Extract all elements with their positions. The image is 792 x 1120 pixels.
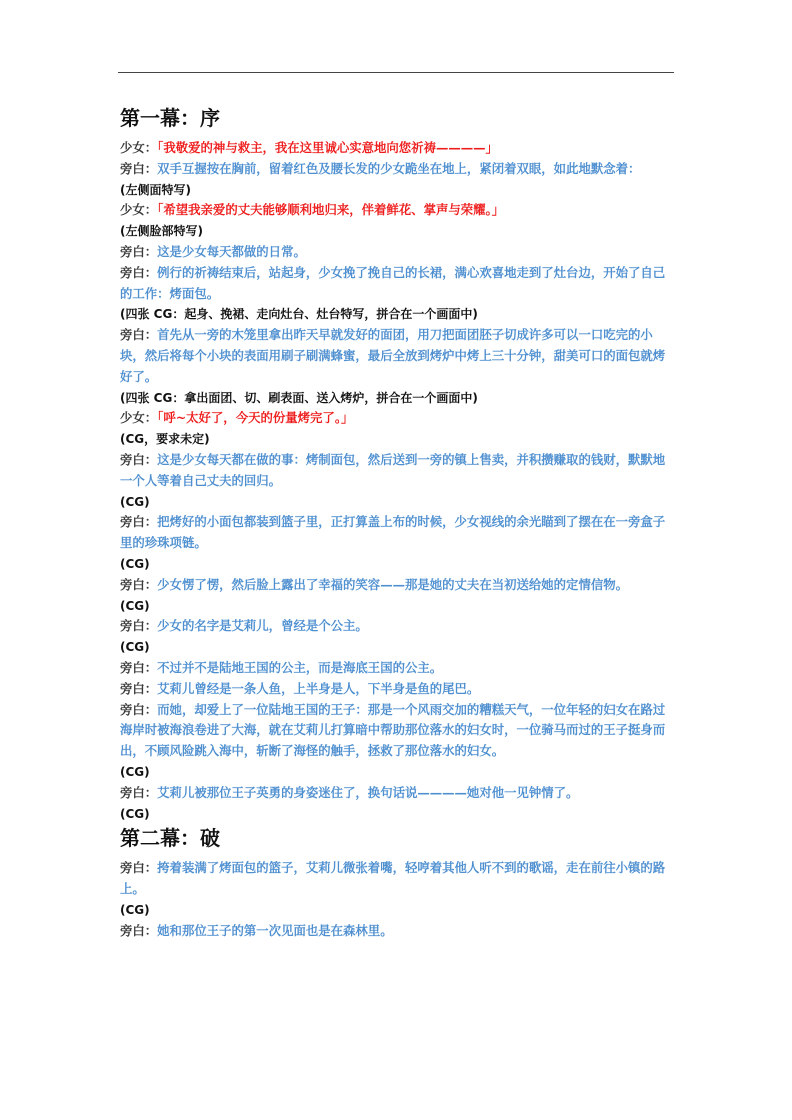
narration-line xyxy=(120,658,673,679)
speaker-label: 旁白： xyxy=(120,264,158,280)
narration-text: 双手互握按在胸前，留着红色及腰长发的少女跪坐在地上，紧闭着双眼，如此地默念着： xyxy=(157,160,641,176)
narration-line xyxy=(120,616,673,637)
dialogue-line xyxy=(120,200,673,221)
narration-text: 少女愣了愣，然后脸上露出了幸福的笑容——那是她的丈夫在当初送给她的定情信物。 xyxy=(157,576,629,592)
speaker-label: 少女： xyxy=(120,410,158,426)
stage-note: (左侧脸部特写) xyxy=(120,224,203,239)
act-title: 第二幕：破 xyxy=(120,826,220,851)
speaker-label: 旁白： xyxy=(120,860,158,876)
act-lines xyxy=(120,138,673,824)
speaker-label: 旁白： xyxy=(120,618,158,634)
narration-line xyxy=(120,263,673,305)
dialogue-line xyxy=(120,408,673,429)
dialogue-line xyxy=(120,138,673,159)
narration-line xyxy=(120,679,673,700)
speaker-label: 旁白： xyxy=(120,327,158,343)
narration-line xyxy=(120,512,673,554)
act-lines xyxy=(120,858,673,941)
stage-note: (四张 CG：起身、挽裙、走向灶台、灶台特写，拼合在一个画面中) xyxy=(120,307,478,322)
narration-text: 挎着装满了烤面包的篮子，艾莉儿微张着嘴，轻哼着其他人听不到的歌谣，走在前往小镇的路上。 xyxy=(120,860,666,897)
narration-line xyxy=(120,858,673,900)
narration-line xyxy=(120,700,673,762)
narration-text: 把烤好的小面包都装到篮子里，正打算盖上布的时候，少女视线的余光瞄到了摆在在一旁盒子里的珍珠项链。 xyxy=(120,514,666,551)
narration-text: 首先从一旁的木笼里拿出昨天早就发好的面团，用刀把面团胚子切成许多可以一口吃完的小块，然后将每个小块的表面用刷子刷满蜂蜜，最后全放到烤炉中烤上三十分钟，甜美可口的面包就烤好了。 xyxy=(120,327,666,384)
header-rule xyxy=(118,72,674,73)
stage-note: (CG) xyxy=(120,556,150,571)
narration-text: 艾莉儿被那位王子英勇的身姿迷住了，换句话说————她对他一见钟情了。 xyxy=(157,784,579,800)
narration-text: 不过并不是陆地王国的公主，而是海底王国的公主。 xyxy=(157,659,443,675)
stage-note: (CG) xyxy=(120,806,150,821)
stage-note: (CG) xyxy=(120,902,150,917)
speaker-label: 少女： xyxy=(120,140,158,155)
speaker-label: 旁白： xyxy=(120,922,158,938)
dialogue-text: 「希望我亲爱的丈夫能够顺利地归来，伴着鲜花、掌声与荣耀。」 xyxy=(157,202,505,218)
speaker-label: 旁白： xyxy=(120,514,158,530)
stage-note: (CG) xyxy=(120,764,150,779)
narration-text: 这是少女每天都做的日常。 xyxy=(157,243,306,259)
narration-text: 她和那位王子的第一次见面也是在森林里。 xyxy=(157,922,393,938)
speaker-label: 旁白： xyxy=(120,576,158,592)
act-title: 第一幕：序 xyxy=(120,106,220,130)
stage-note: (CG) xyxy=(120,640,150,655)
stage-note: (CG) xyxy=(120,494,150,509)
speaker-label: 旁白： xyxy=(120,701,158,717)
speaker-label: 旁白： xyxy=(120,659,158,675)
stage-note: (左侧面特写) xyxy=(120,182,191,197)
speaker-label: 旁白： xyxy=(120,160,158,176)
speaker-label: 旁白： xyxy=(120,680,158,696)
narration-text: 而她，却爱上了一位陆地王国的王子：那是一个风雨交加的糟糕天气，一位年轻的妇女在路过海岸时被海浪卷进了大海，就在艾莉儿打算暗中帮助那位落水的妇女时，一位骑马而过的王子挺身而出，不顾风险跳入海中，斩断了海怪的触手，拯救了那位落水的妇女。 xyxy=(120,701,666,759)
speaker-label: 少女： xyxy=(120,202,158,218)
stage-note: (CG，要求未定) xyxy=(120,432,210,447)
narration-text: 少女的名字是艾莉儿，曾经是个公主。 xyxy=(157,618,368,634)
narration-text: 这是少女每天都在做的事：烤制面包，然后送到一旁的镇上售卖，并积攒赚取的钱财，默默地一个人等着自己丈夫的回归。 xyxy=(120,451,666,488)
narration-text: 艾莉儿曾经是一条人鱼，上半身是人，下半身是鱼的尾巴。 xyxy=(157,680,480,696)
narration-line xyxy=(120,325,673,387)
stage-note: (四张 CG：拿出面团、切、刷表面、送入烤炉，拼合在一个画面中) xyxy=(120,390,478,405)
script-content xyxy=(120,104,673,941)
narration-line xyxy=(120,783,673,804)
speaker-label: 旁白： xyxy=(120,243,158,259)
narration-line xyxy=(120,242,673,263)
narration-line xyxy=(120,921,673,942)
narration-text: 例行的祈祷结束后，站起身，少女挽了挽自己的长裙，满心欢喜地走到了灶台边，开始了自己的工作：烤面包。 xyxy=(120,264,666,301)
narration-line xyxy=(120,450,673,492)
stage-note: (CG) xyxy=(120,598,150,613)
speaker-label: 旁白： xyxy=(120,784,158,800)
narration-line xyxy=(120,159,673,180)
speaker-label: 旁白： xyxy=(120,451,158,467)
narration-line xyxy=(120,575,673,596)
dialogue-text: 「我敬爱的神与救主，我在这里诚心实意地向您祈祷————」 xyxy=(157,140,498,155)
dialogue-text: 「呼~太好了，今天的份量烤完了。」 xyxy=(157,410,354,426)
